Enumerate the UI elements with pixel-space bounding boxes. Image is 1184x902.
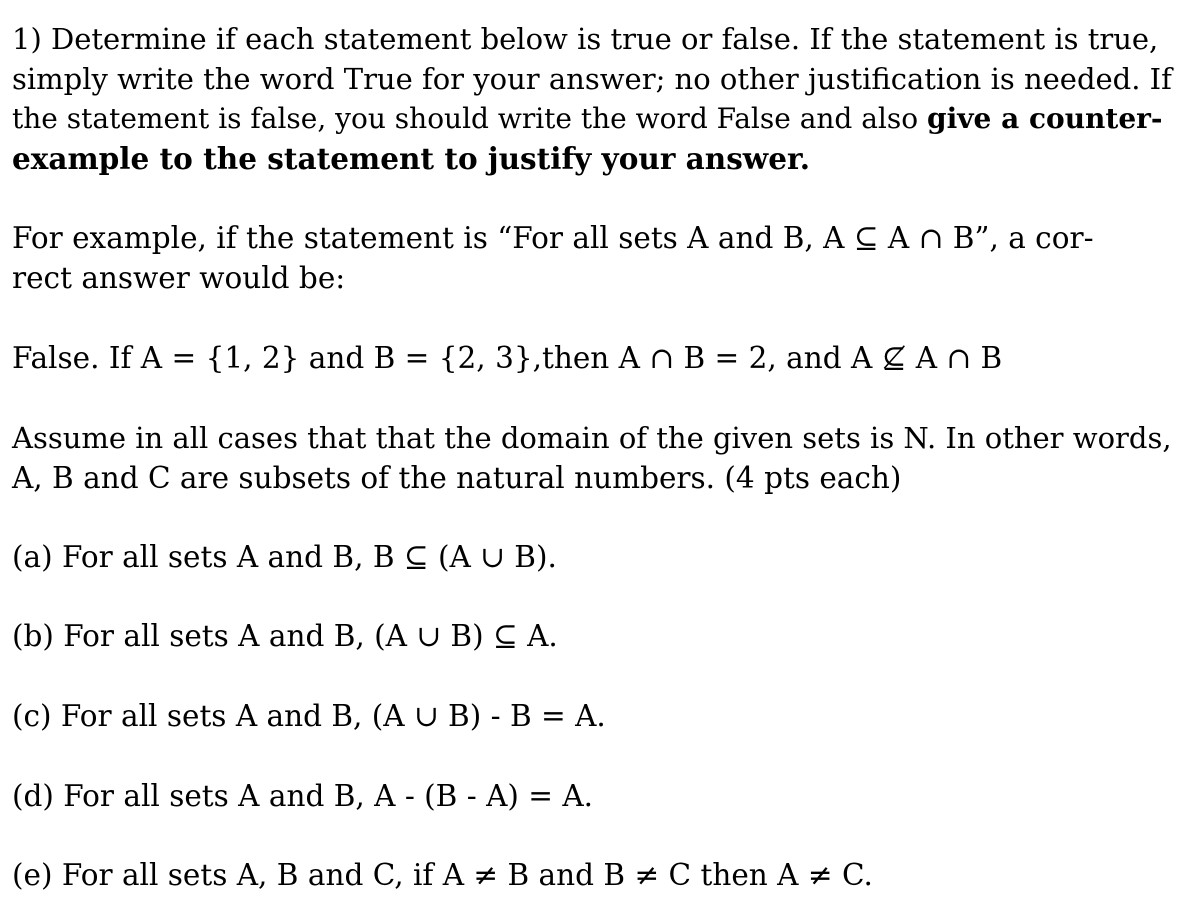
- statement-b: (b) For all sets A and B, (A ∪ B) ⊆ A.: [12, 619, 558, 653]
- intro-line-3: [12, 99, 1163, 139]
- intro-line-4-bold: example to the statement to justify your answer.: [12, 141, 811, 176]
- intro-line-3-text: the statement is false, you should write the word False and also: [12, 102, 928, 135]
- statement-d: (d) For all sets A and B, A - (B - A) = A.: [12, 779, 594, 813]
- example-line-1: For example, if the statement is “For all sets A and B, A ⊆ A ∩ B”, a cor-: [12, 221, 1094, 255]
- statement-e: (e) For all sets A, B and C, if A ≠ B and B ≠ C then A ≠ C.: [12, 858, 873, 892]
- statement-a: (a) For all sets A and B, B ⊆ (A ∪ B).: [12, 540, 557, 574]
- statement-c: (c) For all sets A and B, (A ∪ B) - B = A.: [12, 699, 606, 733]
- assumption-line-2: A, B and C are subsets of the natural numbers. (4 pts each): [12, 461, 902, 495]
- example-answer: False. If A = {1, 2} and B = {2, 3},then A ∩ B = 2, and A ⊈ A ∩ B: [12, 341, 1003, 375]
- intro-line-1: 1) Determine if each statement below is true or false. If the statement is true,: [12, 22, 1159, 56]
- assumption-line-1: Assume in all cases that that the domain of the given sets is N. In other words,: [12, 421, 1172, 455]
- example-line-2: rect answer would be:: [12, 261, 346, 295]
- intro-line-3-bold: give a counter-: [927, 102, 1163, 135]
- intro-line-2: simply write the word True for your answer; no other justification is needed. If: [12, 62, 1172, 96]
